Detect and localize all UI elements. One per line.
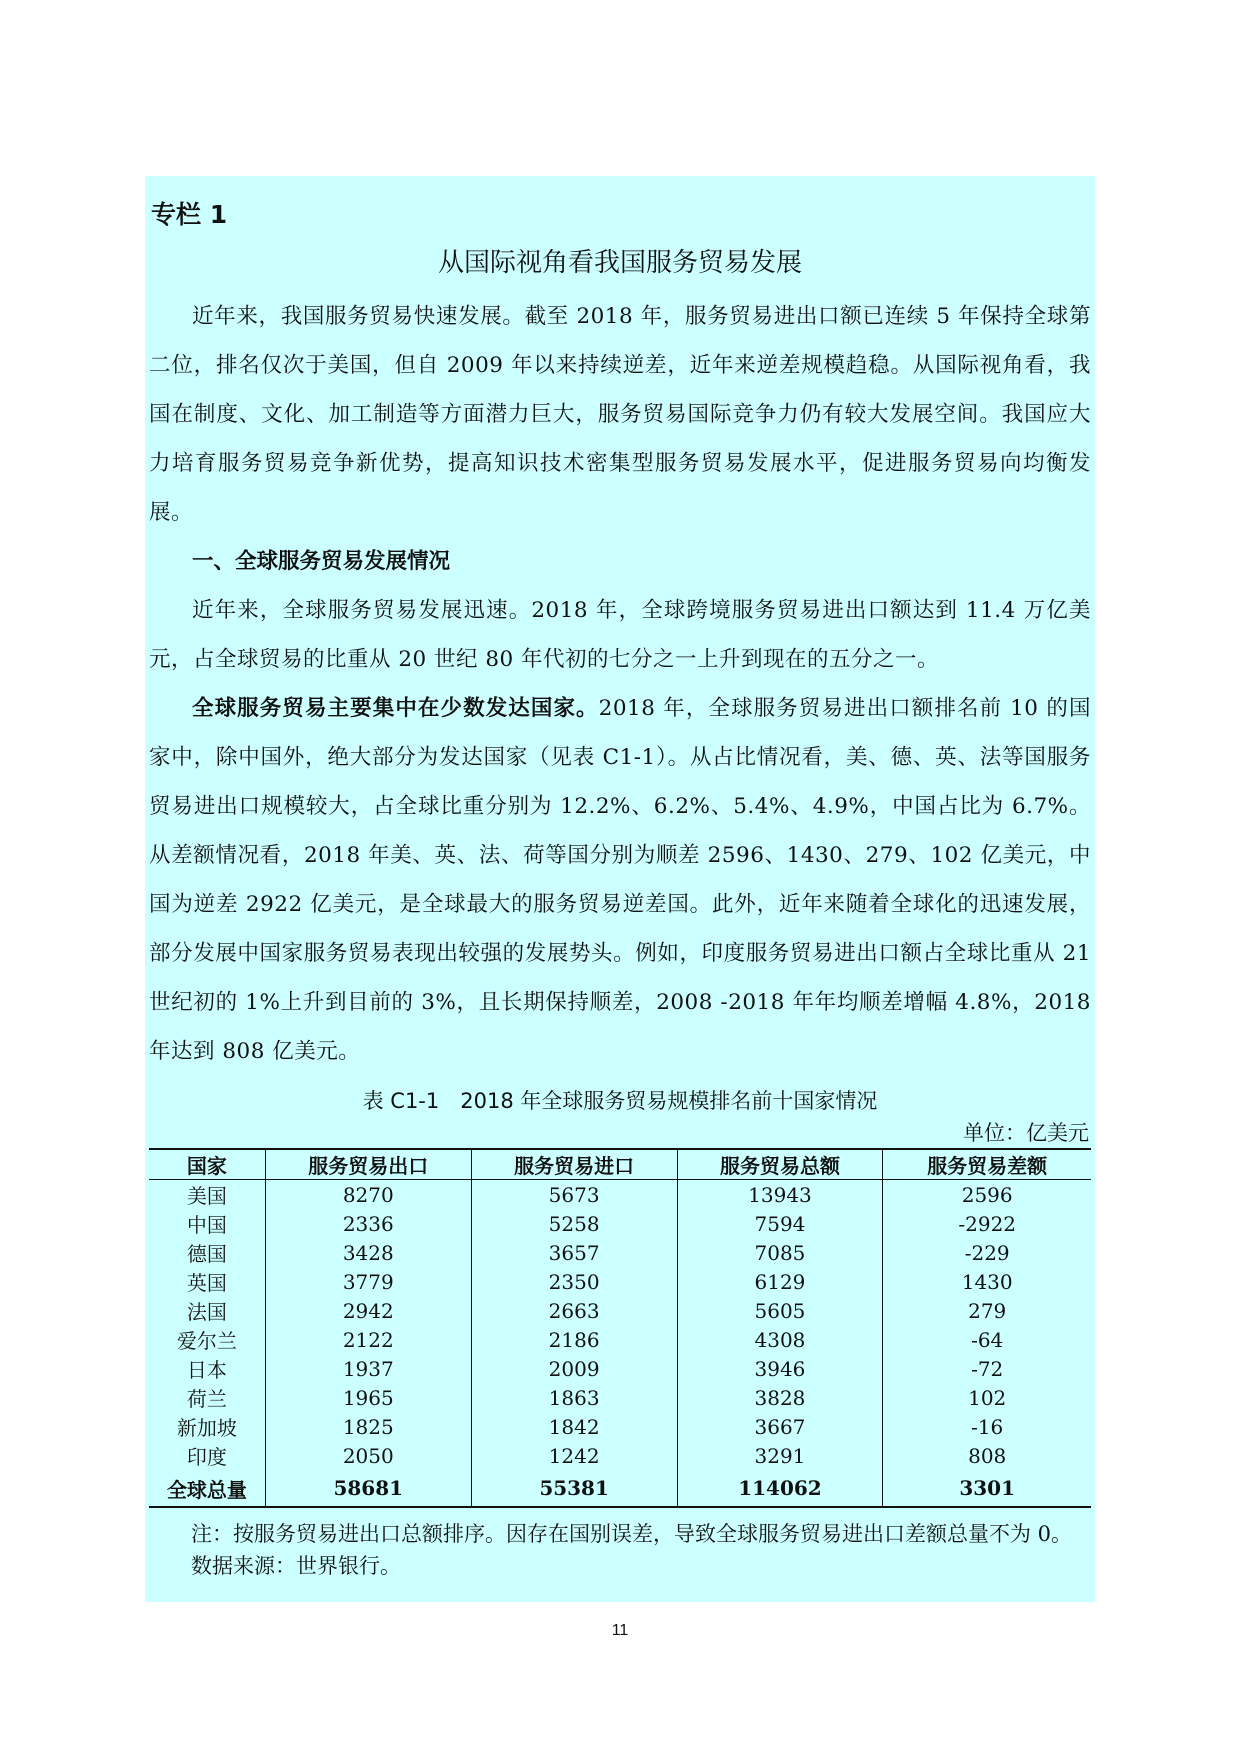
table-cell: -64 xyxy=(883,1325,1091,1354)
table-cell: 1937 xyxy=(265,1354,471,1383)
header-country: 国家 xyxy=(149,1149,265,1180)
header-imports: 服务贸易进口 xyxy=(471,1149,677,1180)
table-cell: 3946 xyxy=(677,1354,883,1383)
table-cell: 5605 xyxy=(677,1296,883,1325)
table-cell: 日本 xyxy=(186,1358,227,1382)
table-cell: 1863 xyxy=(471,1383,677,1412)
table-cell: 6129 xyxy=(677,1267,883,1296)
concentration-paragraph xyxy=(149,684,1091,1076)
table-row xyxy=(149,1441,1091,1470)
table-row xyxy=(149,1354,1091,1383)
column-label: 专栏 1 xyxy=(151,200,228,229)
table-cell: 2186 xyxy=(471,1325,677,1354)
header-exports: 服务贸易出口 xyxy=(265,1149,471,1180)
table-cell: 3291 xyxy=(677,1441,883,1470)
column-box xyxy=(145,176,1095,1602)
table-cell: 德国 xyxy=(186,1242,227,1266)
table-cell: -16 xyxy=(883,1412,1091,1441)
header-balance: 服务贸易差额 xyxy=(883,1149,1091,1180)
table-cell: 法国 xyxy=(186,1300,227,1324)
table-row xyxy=(149,1296,1091,1325)
table-cell: 58681 xyxy=(265,1470,471,1507)
table-cell: 4308 xyxy=(677,1325,883,1354)
concentration-body: 2018 年，全球服务贸易进出口额排名前 10 的国家中，除中国外，绝大部分为发达国家（见表 C1-1）。从占比情况看，美、德、英、法等国服务贸易进出口规模较大，占全球比重分别为 12.2%、6.2%、5.4%、4.9%，中国占比为 6.7%。从差额情况看，2018 年美、英、法、荷等国分别为顺差 2596、1430、279、102 亿美元，中国为逆差 2922 亿美元，是全球最大的服务贸易逆差国。此外，近年来随着全球化的迅速发展，部分发展中国家服务贸易表现出较强的发展势头。例如，印度服务贸易进出口额占全球比重从 21 世纪初的 1%上升到目前的 3%，且长期保持顺差，2008 -2018 年年均顺差增幅 4.8%，2018 年达到 808 亿美元。 xyxy=(149,696,1091,1064)
table-caption: 表 C1-1 2018 年全球服务贸易规模排名前十国家情况 xyxy=(362,1089,878,1113)
table-cell: 114062 xyxy=(677,1470,883,1507)
table-cell: 1842 xyxy=(471,1412,677,1441)
table-cell: 1825 xyxy=(265,1412,471,1441)
table-cell: 英国 xyxy=(186,1271,227,1295)
table-cell: 8270 xyxy=(265,1180,471,1210)
table-cell: 279 xyxy=(883,1296,1091,1325)
table-cell: 1965 xyxy=(265,1383,471,1412)
table-cell: 2336 xyxy=(265,1209,471,1238)
table-cell: 2942 xyxy=(265,1296,471,1325)
table-cell: 3301 xyxy=(883,1470,1091,1507)
table-cell: 3779 xyxy=(265,1267,471,1296)
table-cell: 中国 xyxy=(186,1213,227,1237)
header-total: 服务贸易总额 xyxy=(677,1149,883,1180)
table-source: 数据来源：世界银行。 xyxy=(191,1554,401,1578)
table-cell: 3828 xyxy=(677,1383,883,1412)
table-row xyxy=(149,1238,1091,1267)
table-row xyxy=(149,1325,1091,1354)
table-cell: 808 xyxy=(883,1441,1091,1470)
table-row xyxy=(149,1180,1091,1210)
table-cell: 新加坡 xyxy=(176,1416,237,1440)
table-cell: 2596 xyxy=(883,1180,1091,1210)
table-row xyxy=(149,1412,1091,1441)
table-cell: 1242 xyxy=(471,1441,677,1470)
table-cell: 印度 xyxy=(186,1445,227,1469)
table-cell: 2050 xyxy=(265,1441,471,1470)
table-row xyxy=(149,1383,1091,1412)
table-cell: 2122 xyxy=(265,1325,471,1354)
table-unit: 单位：亿美元 xyxy=(963,1121,1089,1145)
table-cell: -229 xyxy=(883,1238,1091,1267)
table-note: 注：按服务贸易进出口总额排序。因存在国别误差，导致全球服务贸易进出口差额总量不为 0。 xyxy=(191,1522,1073,1546)
table-cell: 3657 xyxy=(471,1238,677,1267)
table-cell: 13943 xyxy=(677,1180,883,1210)
table-cell: 1430 xyxy=(883,1267,1091,1296)
trade-table xyxy=(149,1148,1091,1508)
box-title: 从国际视角看我国服务贸易发展 xyxy=(437,248,802,278)
table-total-row xyxy=(149,1470,1091,1507)
page-number: 11 xyxy=(611,1622,629,1639)
table-cell: 2009 xyxy=(471,1354,677,1383)
table-cell: 5258 xyxy=(471,1209,677,1238)
table-cell: 美国 xyxy=(186,1184,227,1208)
table-row xyxy=(149,1267,1091,1296)
table-cell: 3428 xyxy=(265,1238,471,1267)
table-cell: 3667 xyxy=(677,1412,883,1441)
table-cell: 5673 xyxy=(471,1180,677,1210)
table-cell: 爱尔兰 xyxy=(176,1329,237,1353)
table-cell: 55381 xyxy=(471,1470,677,1507)
table-cell: -72 xyxy=(883,1354,1091,1383)
table-header-row xyxy=(149,1149,1091,1180)
table-cell: 全球总量 xyxy=(149,1470,265,1507)
table-cell: 荷兰 xyxy=(186,1387,227,1411)
table-cell: 2350 xyxy=(471,1267,677,1296)
global-trade-paragraph: 近年来，全球服务贸易发展迅速。2018 年，全球跨境服务贸易进出口额达到 11.4 万亿美元，占全球贸易的比重从 20 世纪 80 年代初的七分之一上升到现在的五分之一。 xyxy=(149,598,1091,672)
table-cell: 102 xyxy=(883,1383,1091,1412)
section-heading: 一、全球服务贸易发展情况 xyxy=(192,549,451,574)
concentration-lead: 全球服务贸易主要集中在少数发达国家。 xyxy=(192,696,599,721)
table-row xyxy=(149,1209,1091,1238)
table-body xyxy=(149,1180,1091,1471)
intro-paragraph: 近年来，我国服务贸易快速发展。截至 2018 年，服务贸易进出口额已连续 5 年保持全球第二位，排名仅次于美国，但自 2009 年以来持续逆差，近年来逆差规模趋稳。从国际视角看，我国在制度、文化、加工制造等方面潜力巨大，服务贸易国际竞争力仍有较大发展空间。我国应大力培育服务贸易竞争新优势，提高知识技术密集型服务贸易发展水平，促进服务贸易向均衡发展。 xyxy=(149,304,1091,525)
table-cell: 7594 xyxy=(677,1209,883,1238)
table-cell: 7085 xyxy=(677,1238,883,1267)
table-cell: -2922 xyxy=(883,1209,1091,1238)
table-cell: 2663 xyxy=(471,1296,677,1325)
